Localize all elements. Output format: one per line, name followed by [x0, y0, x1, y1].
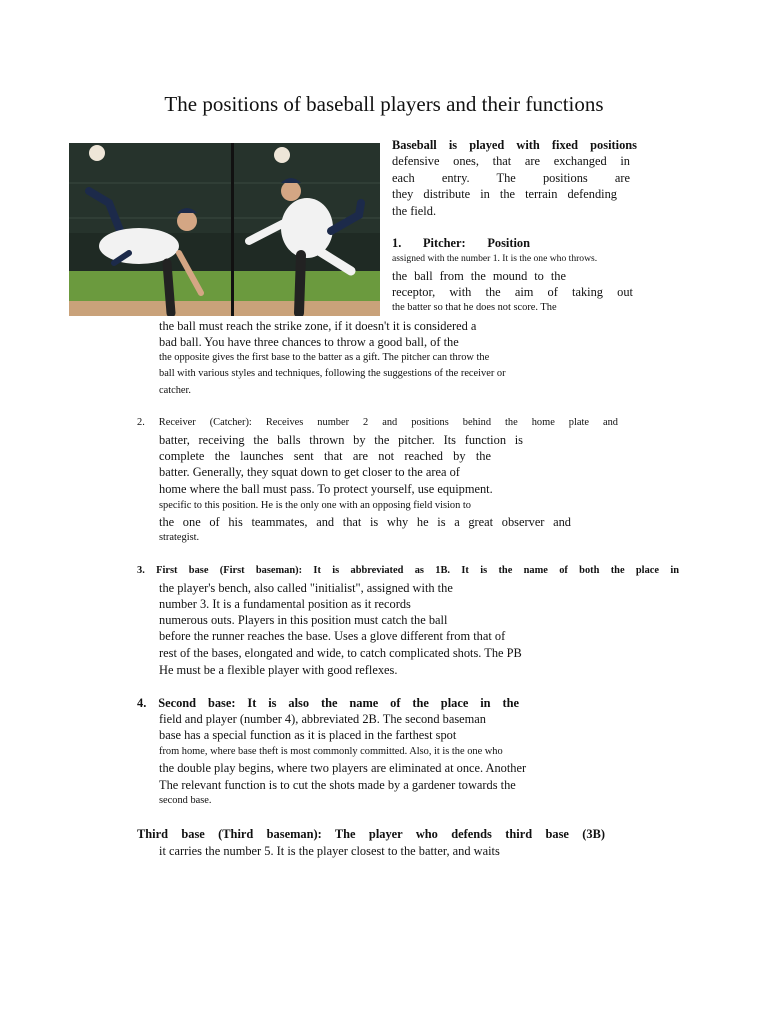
- intro-line-3: each entry. The positions are: [392, 171, 630, 185]
- third-base-line-2: it carries the number 5. It is the player closest to the batter, and waits: [159, 844, 500, 858]
- first-base-line-5: before the runner reaches the base. Uses a glove different from that of: [159, 629, 506, 643]
- second-base-line-5: the double play begins, where two players are eliminated at once. Another: [159, 761, 527, 775]
- pitcher-line-10: catcher.: [159, 385, 192, 396]
- second-base-line-6: The relevant function is to cut the shots made by a gardener towards the: [159, 778, 516, 792]
- pitcher-line-3: the ball from the mound to the: [392, 269, 566, 283]
- third-base-heading: Third base (Third baseman): The player who defends third base (3B): [137, 827, 605, 841]
- pitcher-line-9: ball with various styles and techniques, following the suggestions of the receiver or: [159, 368, 506, 379]
- pitcher-line-7: bad ball. You have three chances to throw a good ball, of the: [159, 335, 459, 349]
- pitcher-line-6: the ball must reach the strike zone, if it doesn't it is considered a: [159, 319, 477, 333]
- first-base-line-3: number 3. It is a fundamental position as it records: [159, 597, 411, 611]
- pitcher-heading: 1. Pitcher: Position: [392, 236, 530, 250]
- receiver-line-4: batter. Generally, they squat down to get closer to the area of: [159, 465, 460, 479]
- first-base-line-7: He must be a flexible player with good reflexes.: [159, 663, 398, 677]
- receiver-line-2: batter, receiving the balls thrown by the pitcher. Its function is: [159, 433, 523, 447]
- photo-right-panel: [234, 143, 380, 316]
- first-base-line-4: numerous outs. Players in this position must catch the ball: [159, 613, 448, 627]
- pitcher-photo: [69, 143, 380, 316]
- intro-line-2: defensive ones, that are exchanged in: [392, 154, 630, 168]
- second-base-line-7: second base.: [159, 795, 212, 806]
- pitcher-line-5: the batter so that he does not score. The: [392, 302, 557, 313]
- intro-line-4: they distribute in the terrain defending: [392, 187, 617, 201]
- intro-line-5: the field.: [392, 204, 437, 218]
- first-base-line-6: rest of the bases, elongated and wide, to catch complicated shots. The PB: [159, 646, 522, 660]
- second-base-line-2: field and player (number 4), abbreviated 2B. The second baseman: [159, 712, 486, 726]
- receiver-line-5: home where the ball must pass. To protect yourself, use equipment.: [159, 482, 493, 496]
- first-base-heading: 3. First base (First baseman): It is abbreviated as 1B. It is the name of both the place in: [137, 565, 679, 576]
- pitcher-line-2: assigned with the number 1. It is the one who throws.: [392, 253, 598, 264]
- page-title: The positions of baseball players and their functions: [164, 92, 604, 116]
- second-base-line-4: from home, where base theft is most commonly committed. Also, it is the one who: [159, 746, 503, 757]
- pitcher-line-4: receptor, with the aim of taking out: [392, 285, 633, 299]
- receiver-line-7: the one of his teammates, and that is why he is a great observer and: [159, 515, 571, 529]
- first-base-line-2: the player's bench, also called "initialist", assigned with the: [159, 581, 453, 595]
- receiver-line-8: strategist.: [159, 532, 200, 543]
- receiver-line-6: specific to this position. He is the only one with an opposing field vision to: [159, 500, 471, 511]
- second-base-line-3: base has a special function as it is placed in the farthest spot: [159, 728, 457, 742]
- photo-left-panel: [69, 143, 231, 316]
- receiver-line-3: complete the launches sent that are not reached by the: [159, 449, 491, 463]
- pitcher-line-8: the opposite gives the first base to the batter as a gift. The pitcher can throw the: [159, 352, 490, 363]
- second-base-heading: 4. Second base: It is also the name of the place in the: [137, 696, 519, 710]
- receiver-line-1: 2. Receiver (Catcher): Receives number 2 and positions behind the home plate and: [137, 417, 618, 428]
- intro-line-1: Baseball is played with fixed positions: [392, 138, 637, 152]
